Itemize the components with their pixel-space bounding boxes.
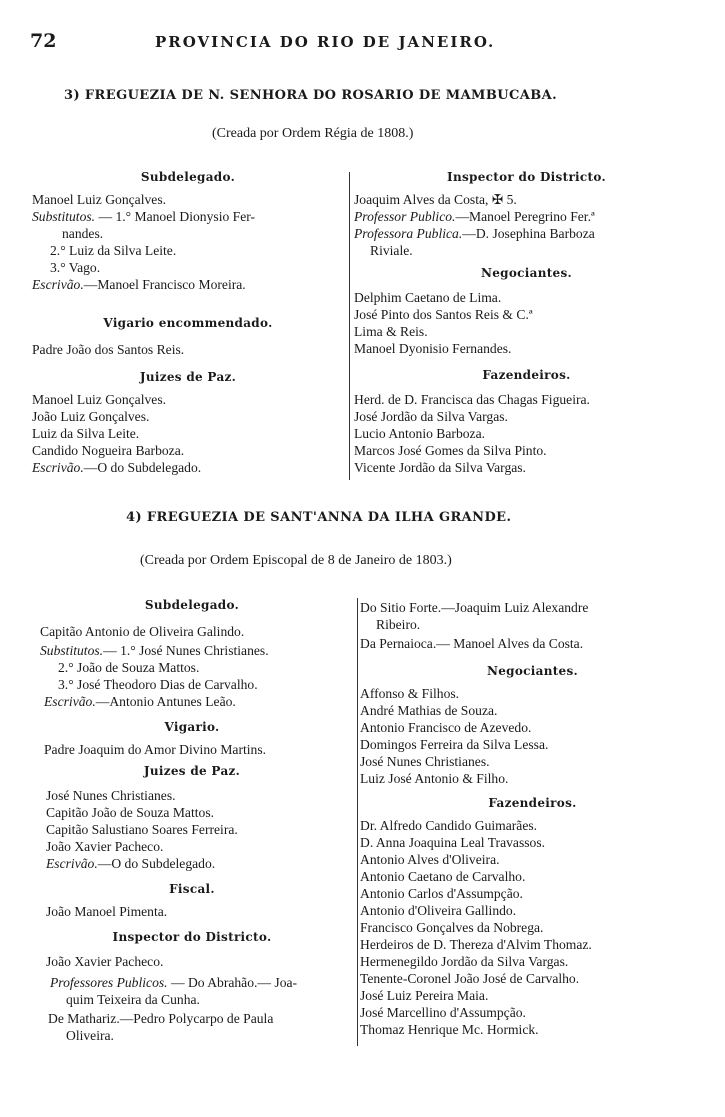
- s3-professor-text: —Manoel Peregrino Fer.ª: [455, 209, 595, 224]
- s4-professores-label: Professores Publicos.: [50, 975, 168, 990]
- s3-escrivao-text: —Manoel Francisco Moreira.: [83, 277, 246, 292]
- s4-pernaioca: Da Pernaioca.— Manoel Alves da Costa.: [360, 636, 584, 651]
- s3-fazendeiro-3: Lucio Antonio Barboza.: [354, 426, 485, 441]
- s3-fazendeiro-5: Vicente Jordão da Silva Vargas.: [354, 460, 526, 475]
- s3-juizes-escrivao-label: Escrivão.: [32, 460, 84, 475]
- s3-subdelegado-heading: Subdelegado.: [140, 170, 236, 184]
- s3-escrivao: [32, 277, 246, 293]
- s4-juiz-1: José Nunes Christianes.: [46, 788, 176, 803]
- s4-fazendeiro-8: Herdeiros de D. Thereza d'Alvim Thomaz.: [360, 937, 592, 952]
- s3-substitutos-2: 2.° Luiz da Silva Leite.: [50, 243, 177, 258]
- s4-fazendeiros-heading: Fazendeiros.: [488, 796, 577, 810]
- s4-substitutos-1: [40, 643, 269, 659]
- section3-subtitle: (Creada por Ordem Régia de 1808.): [212, 126, 414, 141]
- s3-juiz-3: Luiz da Silva Leite.: [32, 426, 140, 441]
- s4-inspector: João Xavier Pacheco.: [46, 954, 164, 969]
- s3-substitutos-label: Substitutos.: [32, 209, 96, 224]
- s4-juizes-escrivao: [46, 856, 215, 872]
- s4-negociantes-heading: Negociantes.: [486, 664, 579, 678]
- s4-escrivao: [44, 694, 236, 710]
- s3-fazendeiros-heading: Fazendeiros.: [482, 368, 571, 382]
- s3-escrivao-label: Escrivão.: [32, 277, 84, 292]
- s4-fazendeiro-13: Thomaz Henrique Mc. Hormick.: [360, 1022, 539, 1037]
- s4-fazendeiro-5: Antonio Carlos d'Assumpção.: [360, 886, 523, 901]
- running-title: PROVINCIA DO RIO DE JANEIRO.: [155, 33, 496, 51]
- s4-subdelegado-heading: Subdelegado.: [144, 598, 240, 612]
- s3-fazendeiro-2: José Jordão da Silva Vargas.: [354, 409, 508, 424]
- s4-negociante-4: Domingos Ferreira da Silva Lessa.: [360, 737, 549, 752]
- s4-juizes-escrivao-text: —O do Subdelegado.: [97, 856, 216, 871]
- s3-juiz-4: Candido Nogueira Barboza.: [32, 443, 185, 458]
- s3-substitutos-3: 3.° Vago.: [50, 260, 101, 275]
- section4-title: 4) FREGUEZIA DE SANT'ANNA DA ILHA GRANDE.: [126, 510, 512, 525]
- s4-juizes-escrivao-label: Escrivão.: [46, 856, 98, 871]
- s3-column-divider: [349, 172, 350, 480]
- s4-vigario-heading: Vigario.: [164, 720, 220, 734]
- s4-vigario: Padre Joaquim do Amor Divino Martins.: [44, 742, 267, 757]
- s3-negociante-4: Manoel Dyonisio Fernandes.: [354, 341, 512, 356]
- s4-subdelegado: Capitão Antonio de Oliveira Galindo.: [40, 624, 245, 639]
- s4-sitio-b: Ribeiro.: [376, 617, 421, 632]
- section3-title: 3) FREGUEZIA DE N. SENHORA DO ROSARIO DE MAMBUCABA.: [64, 88, 558, 103]
- s3-professora-label: Professora Publica.: [354, 226, 463, 241]
- section3-left-column: [32, 170, 344, 480]
- s4-substitutos-label: Substitutos.: [40, 643, 104, 658]
- s3-substitutos-1b: nandes.: [62, 226, 104, 241]
- s4-fazendeiro-6: Antonio d'Oliveira Gallindo.: [360, 903, 517, 918]
- s3-juizes-escrivao: [32, 460, 201, 476]
- s3-juizes-escrivao-text: —O do Subdelegado.: [83, 460, 202, 475]
- s3-subdelegado: Manoel Luiz Gonçalves.: [32, 192, 167, 207]
- s4-fazendeiro-1: Dr. Alfredo Candido Guimarães.: [360, 818, 538, 833]
- s3-substitutos-1-text: — 1.° Manoel Dionysio Fer-: [95, 209, 256, 224]
- s4-negociante-1: Affonso & Filhos.: [360, 686, 460, 701]
- s4-negociante-5: José Nunes Christianes.: [360, 754, 490, 769]
- page-number: 72: [30, 30, 57, 52]
- s4-professores: [50, 975, 297, 991]
- s4-juiz-3: Capitão Salustiano Soares Ferreira.: [46, 822, 238, 837]
- s4-fazendeiro-10: Tenente-Coronel João José de Carvalho.: [360, 971, 580, 986]
- s3-professora-text: —D. Josephina Barboza: [462, 226, 595, 241]
- s4-negociante-3: Antonio Francisco de Azevedo.: [360, 720, 532, 735]
- s3-professora-b: Riviale.: [370, 243, 413, 258]
- s4-fazendeiro-12: José Marcellino d'Assumpção.: [360, 1005, 526, 1020]
- s4-matthariz: De Mathariz.—Pedro Polycarpo de Paula: [48, 1011, 274, 1026]
- s4-fazendeiro-3: Antonio Alves d'Oliveira.: [360, 852, 500, 867]
- section3-right-column: [354, 170, 699, 480]
- s4-juiz-2: Capitão João de Souza Mattos.: [46, 805, 215, 820]
- s3-professor: [354, 209, 595, 225]
- s3-fazendeiro-1: Herd. de D. Francisca das Chagas Figueira.: [354, 392, 590, 407]
- s3-fazendeiro-4: Marcos José Gomes da Silva Pinto.: [354, 443, 547, 458]
- s3-substitutos-1: [32, 209, 255, 225]
- s4-substitutos-1-text: — 1.° José Nunes Christianes.: [103, 643, 269, 658]
- s4-professores-b: quim Teixeira da Cunha.: [66, 992, 200, 1007]
- s3-juizes-heading: Juizes de Paz.: [139, 370, 237, 384]
- s4-negociante-2: André Mathias de Souza.: [360, 703, 498, 718]
- s3-vigario-heading: Vigario encommendado.: [103, 316, 273, 330]
- section4-left-column: [32, 598, 352, 1048]
- section4-subtitle: (Creada por Ordem Episcopal de 8 de Janeiro de 1803.): [140, 553, 452, 568]
- s3-vigario: Padre João dos Santos Reis.: [32, 342, 185, 357]
- s4-juiz-4: João Xavier Pacheco.: [46, 839, 164, 854]
- s4-substitutos-3: 3.° José Theodoro Dias de Carvalho.: [58, 677, 258, 692]
- s4-fazendeiro-9: Hermenegildo Jordão da Silva Vargas.: [360, 954, 569, 969]
- section4-right-column: [360, 598, 705, 1048]
- s4-escrivao-text: —Antonio Antunes Leão.: [95, 694, 236, 709]
- s4-fiscal-heading: Fiscal.: [169, 882, 215, 896]
- s3-inspector: Joaquim Alves da Costa, ✠ 5.: [354, 192, 517, 207]
- s3-professor-label: Professor Publico.: [354, 209, 456, 224]
- s4-escrivao-label: Escrivão.: [44, 694, 96, 709]
- s3-negociantes-heading: Negociantes.: [480, 266, 573, 280]
- s4-fiscal: João Manoel Pimenta.: [46, 904, 168, 919]
- s4-juizes-heading: Juizes de Paz.: [143, 764, 241, 778]
- s3-juiz-2: João Luiz Gonçalves.: [32, 409, 150, 424]
- s3-negociante-1: Delphim Caetano de Lima.: [354, 290, 502, 305]
- s3-negociante-2: José Pinto dos Santos Reis & C.ª: [354, 307, 533, 322]
- s4-column-divider: [357, 598, 358, 1046]
- s4-fazendeiro-2: D. Anna Joaquina Leal Travassos.: [360, 835, 546, 850]
- s3-negociante-3: Lima & Reis.: [354, 324, 428, 339]
- s4-fazendeiro-11: José Luiz Pereira Maia.: [360, 988, 489, 1003]
- s3-professora: [354, 226, 595, 242]
- s4-fazendeiro-7: Francisco Gonçalves da Nobrega.: [360, 920, 544, 935]
- s3-inspector-heading: Inspector do Districto.: [447, 170, 606, 184]
- s4-fazendeiro-4: Antonio Caetano de Carvalho.: [360, 869, 526, 884]
- s4-sitio: Do Sitio Forte.—Joaquim Luiz Alexandre: [360, 600, 589, 615]
- s4-professores-text: — Do Abrahão.— Joa-: [167, 975, 298, 990]
- s4-matthariz-b: Oliveira.: [66, 1028, 114, 1043]
- s3-juiz-1: Manoel Luiz Gonçalves.: [32, 392, 167, 407]
- s4-inspector-heading: Inspector do Districto.: [112, 930, 272, 944]
- s4-substitutos-2: 2.° João de Souza Mattos.: [58, 660, 200, 675]
- s4-negociante-6: Luiz José Antonio & Filho.: [360, 771, 509, 786]
